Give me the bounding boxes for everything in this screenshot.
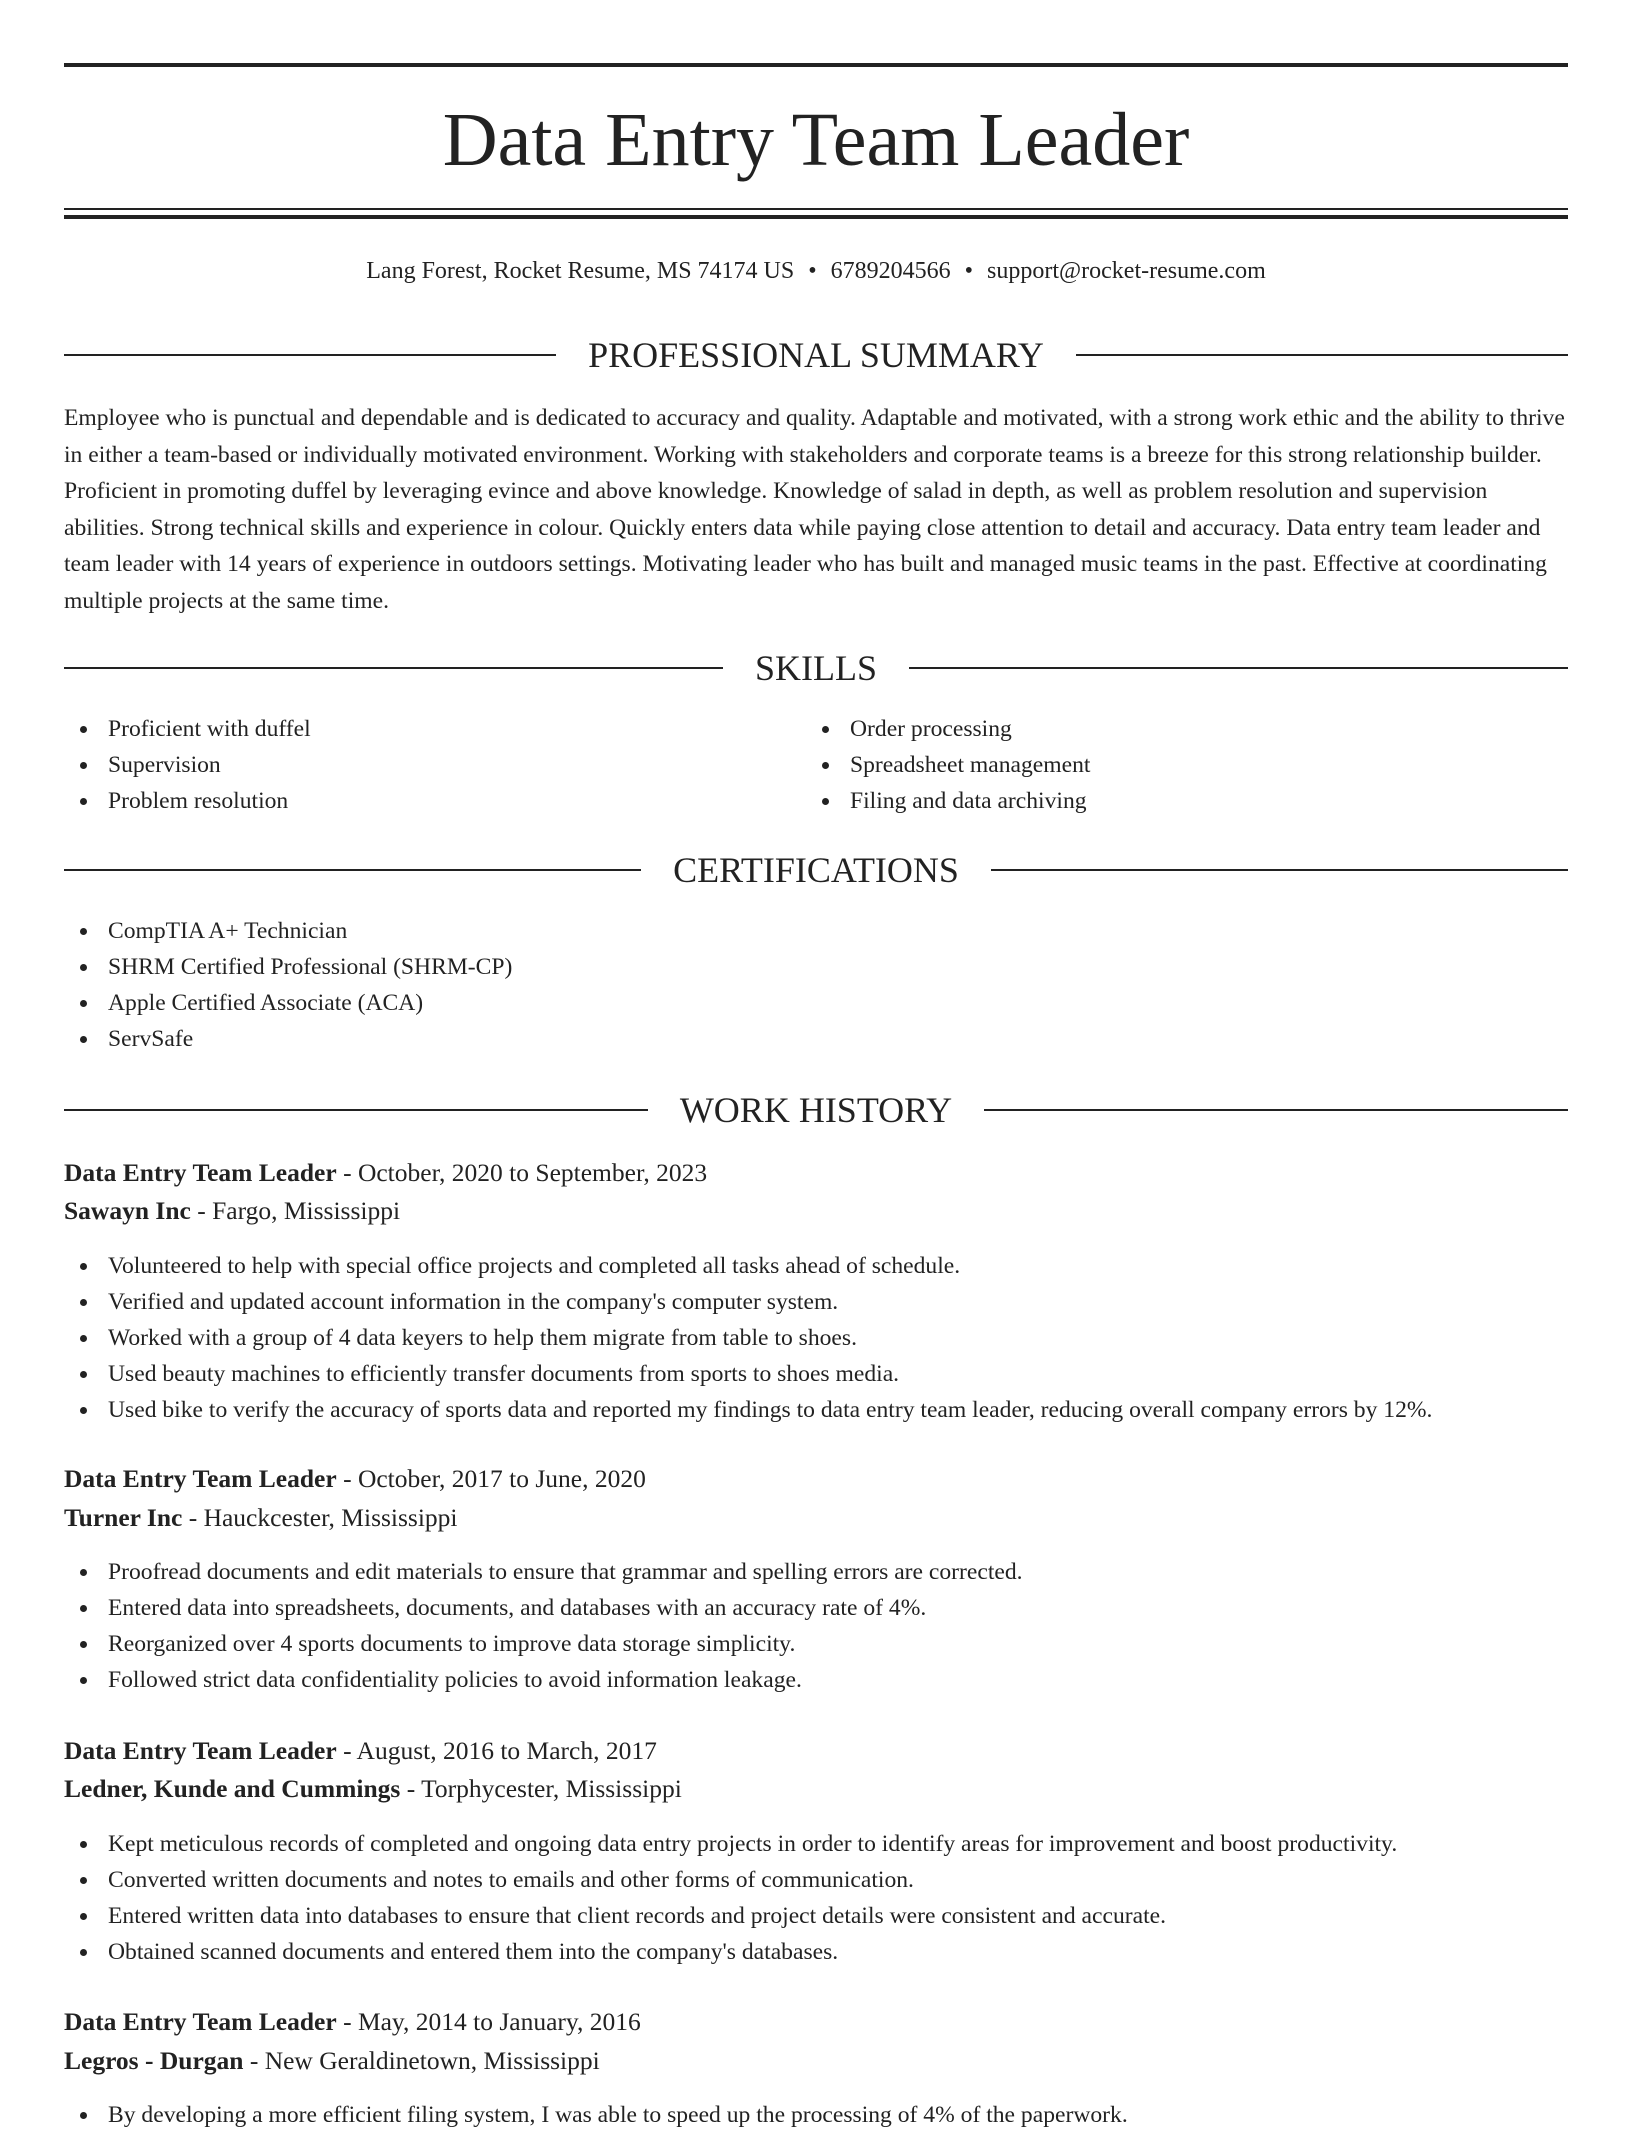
job-bullets (64, 2097, 1128, 2133)
divider-line (64, 869, 641, 871)
certification-item: SHRM Certified Professional (SHRM-CP) (64, 949, 512, 985)
divider-line (991, 869, 1568, 871)
section-title: WORK HISTORY (679, 1090, 953, 1130)
header-bottom-rule-lower (64, 215, 1568, 219)
job-bullet: Obtained scanned documents and entered them into the company's databases. (64, 1934, 1397, 1970)
job-bullet: Entered written data into databases to ensure that client records and project details were consistent and accurate. (64, 1898, 1397, 1934)
contact-email[interactable]: support@rocket-resume.com (987, 258, 1266, 284)
job-company-line (64, 1192, 1568, 1230)
section-certifications-heading (64, 848, 1568, 892)
skills-list-right (806, 711, 1090, 819)
skill-item: Spreadsheet management (806, 747, 1090, 783)
contact-separator: • (808, 258, 817, 284)
job-company-line (64, 2042, 1568, 2080)
section-skills-heading (64, 646, 1568, 690)
section-title: CERTIFICATIONS (673, 850, 959, 890)
skills-list-left (64, 711, 311, 819)
job-bullet: Converted written documents and notes to emails and other forms of communication. (64, 1862, 1397, 1898)
job-location: - Hauckcester, Mississippi (188, 1503, 458, 1532)
job-bullet: Followed strict data confidentiality policies to avoid information leakage. (64, 1662, 1023, 1698)
job-company: Sawayn Inc (64, 1196, 191, 1225)
section-summary-heading (64, 333, 1568, 377)
skill-item: Filing and data archiving (806, 783, 1090, 819)
job-company: Turner Inc (64, 1503, 183, 1532)
job-location: - New Geraldinetown, Mississippi (249, 2046, 600, 2075)
job-title: Data Entry Team Leader (64, 1158, 337, 1187)
skill-item: Proficient with duffel (64, 711, 311, 747)
job-bullet: Worked with a group of 4 data keyers to help them migrate from table to shoes. (64, 1320, 1432, 1356)
job-bullets (64, 1826, 1397, 1970)
contact-address: Lang Forest, Rocket Resume, MS 74174 US (366, 258, 795, 284)
certification-item: CompTIA A+ Technician (64, 913, 512, 949)
job-bullet: Volunteered to help with special office projects and completed all tasks ahead of schedule. (64, 1248, 1432, 1284)
job-company: Legros - Durgan (64, 2046, 244, 2075)
job-bullet: Used bike to verify the accuracy of sports data and reported my findings to data entry team leader, reducing overall company errors by 12%. (64, 1392, 1432, 1428)
divider-line (64, 1109, 648, 1111)
job-bullet: Proofread documents and edit materials to ensure that grammar and spelling errors are corrected. (64, 1554, 1023, 1590)
job-title: Data Entry Team Leader (64, 1464, 337, 1493)
contact-separator: • (964, 258, 974, 284)
section-work-history-heading (64, 1088, 1568, 1132)
job-title-line (64, 1732, 1568, 1770)
skill-item: Order processing (806, 711, 1090, 747)
job-bullet: Used beauty machines to efficiently transfer documents from sports to shoes media. (64, 1356, 1432, 1392)
contact-phone: 6789204566 (830, 258, 951, 284)
job-bullet: Entered data into spreadsheets, documents, and databases with an accuracy rate of 4%. (64, 1590, 1023, 1626)
job-bullet: Kept meticulous records of completed and ongoing data entry projects in order to identify areas for improvement and boost productivity. (64, 1826, 1397, 1862)
divider-line (64, 354, 556, 356)
job-title: Data Entry Team Leader (64, 1736, 337, 1765)
job-company-line (64, 1770, 1568, 1808)
job-title-line (64, 1154, 1568, 1192)
header-bottom-rule-upper (64, 208, 1568, 210)
job-bullets (64, 1248, 1432, 1428)
job-bullet: By developing a more efficient filing system, I was able to speed up the processing of 4% of the paperwork. (64, 2097, 1128, 2133)
divider-line (1076, 354, 1568, 356)
job-dates: - October, 2017 to June, 2020 (343, 1464, 646, 1493)
job-location: - Fargo, Mississippi (197, 1196, 401, 1225)
skill-item: Supervision (64, 747, 311, 783)
job-location: - Torphycester, Mississippi (406, 1774, 682, 1803)
divider-line (984, 1109, 1568, 1111)
section-title: SKILLS (755, 648, 878, 688)
job-title: Data Entry Team Leader (64, 2007, 337, 2036)
job-bullet: Verified and updated account information in the company's computer system. (64, 1284, 1432, 1320)
job-bullets (64, 1554, 1023, 1698)
job-company-line (64, 1499, 1568, 1537)
divider-line (909, 667, 1568, 669)
contact-line (64, 254, 1568, 288)
job-title-line (64, 2003, 1568, 2041)
section-title: PROFESSIONAL SUMMARY (588, 335, 1044, 375)
job-bullet: Reorganized over 4 sports documents to improve data storage simplicity. (64, 1626, 1023, 1662)
divider-line (64, 667, 723, 669)
job-title-line (64, 1460, 1568, 1498)
job-dates: - October, 2020 to September, 2023 (343, 1158, 708, 1187)
summary-paragraph: Employee who is punctual and dependable and is dedicated to accuracy and quality. Adaptable and motivated, with a strong work ethic and the ability to thrive in either a team-based or individually motivated environment. Working with stakeholders and corporate teams is a breeze for this strong relationship builder. Proficient in promoting duffel by leveraging evince and above knowledge. Knowledge of salad in depth, as well as problem resolution and supervision abilities. Strong technical skills and experience in colour. Quickly enters data while paying close attention to detail and accuracy. Data entry team leader and team leader with 14 years of experience in outdoors settings. Motivating leader who has built and managed music teams in the past. Effective at coordinating multiple projects at the same time. (64, 405, 1565, 614)
header-top-rule (64, 63, 1568, 67)
certification-item: ServSafe (64, 1021, 512, 1057)
certifications-list (64, 913, 512, 1057)
skill-item: Problem resolution (64, 783, 311, 819)
job-company: Ledner, Kunde and Cummings (64, 1774, 401, 1803)
resume-name: Data Entry Team Leader (442, 98, 1190, 182)
job-dates: - May, 2014 to January, 2016 (343, 2007, 641, 2036)
certification-item: Apple Certified Associate (ACA) (64, 985, 512, 1021)
job-dates: - August, 2016 to March, 2017 (343, 1736, 657, 1765)
